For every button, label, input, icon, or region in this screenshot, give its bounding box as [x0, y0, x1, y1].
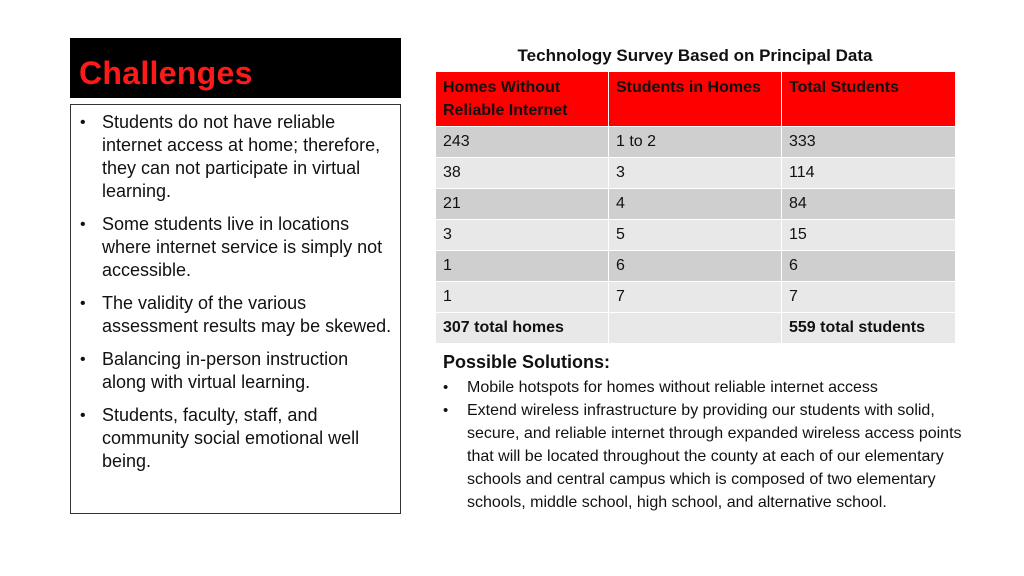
survey-header-row — [436, 72, 956, 127]
challenge-item-text: Students, faculty, staff, and community social emotional well being. — [102, 405, 360, 471]
survey-title: Technology Survey Based on Principal Data — [517, 46, 873, 65]
challenge-item — [80, 213, 392, 282]
table-row — [436, 282, 956, 313]
table-cell: 3 — [436, 220, 609, 251]
challenge-item — [80, 292, 392, 338]
table-cell: 114 — [782, 158, 956, 189]
solutions-list — [443, 376, 963, 514]
solutions-section — [443, 351, 963, 514]
challenges-list — [71, 105, 400, 473]
bullet-icon: • — [443, 402, 449, 419]
table-cell: 6 — [782, 251, 956, 282]
challenge-item — [80, 404, 392, 473]
table-row — [436, 189, 956, 220]
bullet-icon: • — [80, 216, 86, 233]
table-cell: 4 — [609, 189, 782, 220]
challenges-title: Challenges — [79, 55, 253, 91]
solution-item — [443, 376, 963, 399]
table-cell: 1 — [436, 251, 609, 282]
challenge-item-text: Students do not have reliable internet access at home; therefore, they can not participate in virtual learning. — [102, 112, 381, 201]
bullet-icon: • — [80, 351, 86, 368]
solution-item-text: Extend wireless infrastructure by providing our students with solid, secure, and reliable internet through expanded wireless access points that will be located throughout the county at each of our elementary schools and central campus which is composed of two elementary schools, middle school, high school, and alternative school. — [467, 402, 962, 511]
table-cell-empty — [609, 313, 782, 344]
total-students-cell: 559 total students — [782, 313, 956, 344]
challenge-item — [80, 348, 392, 394]
bullet-icon: • — [80, 295, 86, 312]
table-cell: 243 — [436, 127, 609, 158]
header-total-students: Total Students — [782, 72, 956, 127]
bullet-icon: • — [443, 379, 449, 396]
header-students-in-homes: Students in Homes — [609, 72, 782, 127]
bullet-icon: • — [80, 407, 86, 424]
challenge-item-text: The validity of the various assessment results may be skewed. — [102, 293, 392, 336]
table-row — [436, 158, 956, 189]
challenge-item-text: Some students live in locations where internet service is simply not accessible. — [102, 214, 383, 280]
challenge-item — [80, 111, 392, 203]
bullet-icon: • — [80, 114, 86, 131]
challenges-box — [70, 104, 401, 514]
survey-table — [435, 71, 956, 344]
table-row — [436, 127, 956, 158]
table-cell: 7 — [782, 282, 956, 313]
table-cell: 5 — [609, 220, 782, 251]
table-cell: 1 to 2 — [609, 127, 782, 158]
solution-item-text: Mobile hotspots for homes without reliable internet access — [467, 379, 878, 396]
table-cell: 7 — [609, 282, 782, 313]
table-cell: 15 — [782, 220, 956, 251]
table-cell: 6 — [609, 251, 782, 282]
table-cell: 3 — [609, 158, 782, 189]
table-cell: 1 — [436, 282, 609, 313]
table-cell: 84 — [782, 189, 956, 220]
table-row — [436, 220, 956, 251]
header-homes-without-internet: Homes Without Reliable Internet — [436, 72, 609, 127]
table-cell: 21 — [436, 189, 609, 220]
total-homes-cell: 307 total homes — [436, 313, 609, 344]
solutions-title: Possible Solutions: — [443, 352, 611, 372]
solution-item — [443, 399, 963, 514]
challenges-title-bar — [70, 38, 401, 98]
table-row — [436, 251, 956, 282]
table-cell: 38 — [436, 158, 609, 189]
totals-row — [436, 313, 956, 344]
table-cell: 333 — [782, 127, 956, 158]
challenge-item-text: Balancing in-person instruction along with virtual learning. — [102, 349, 349, 392]
